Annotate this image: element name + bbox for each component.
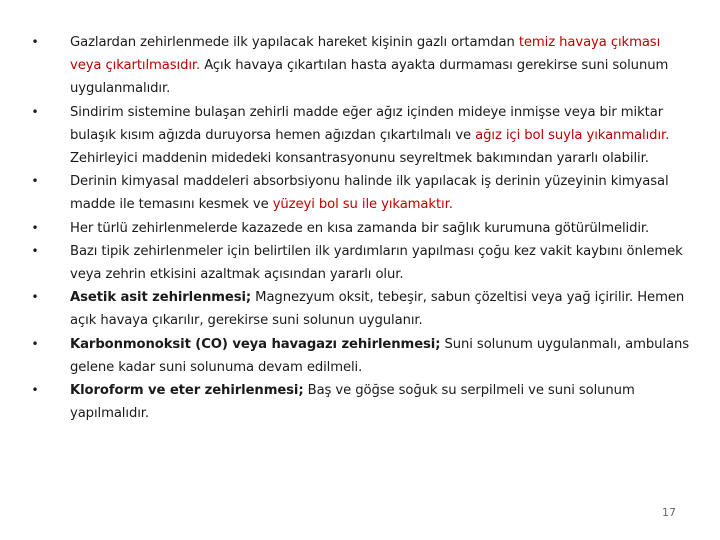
bullet-dot-icon: • <box>31 383 39 398</box>
bold-heading-text: Karbonmonoksit (CO) veya havagazı zehirlenmesi; <box>70 336 441 352</box>
bullet-dot-icon: • <box>31 220 39 235</box>
bullet-dot-icon: • <box>31 174 39 189</box>
body-text: Magnezyum oksit, tebeşir, sabun çözeltisi veya yağ içirilir. Hemen açık havaya çıkarılır, gerekirse suni solunun uygulanır. <box>70 290 685 329</box>
bullet-dot-icon: • <box>31 243 39 258</box>
body-text: Açık havaya çıkartılan hasta ayakta durmaması gerekirse suni solunum uygulanmalıdır. <box>70 58 669 97</box>
bullet-item <box>30 101 690 171</box>
body-text: Sindirim sistemine bulaşan zehirli madde eğer ağız içinden mideye inmişse veya bir miktar bulaşık kısım ağızda duruyorsa hemen ağızdan çıkartılmalı ve <box>70 104 664 143</box>
page-number: 17 <box>662 506 676 519</box>
body-text: Suni solunum uygulanmalı, ambulans gelene kadar suni solunuma devam edilmeli. <box>70 336 690 375</box>
bullet-item <box>30 217 690 240</box>
body-text: Zehirleyici maddenin midedeki konsantrasyonunu seyreltmek bakımından yararlı olabilir. <box>70 151 649 167</box>
body-text: Derinin kimyasal maddeleri absorbsiyonu halinde ilk yapılacak iş derinin yüzeyinin kimyasal madde ile temasını kesmek ve <box>70 174 669 213</box>
bullet-dot-icon: • <box>31 336 39 351</box>
bullet-list <box>30 31 690 425</box>
bold-heading-text: Kloroform ve eter zehirlenmesi; <box>70 383 304 399</box>
bullet-item <box>30 170 690 216</box>
body-text: Her türlü zehirlenmelerde kazazede en kısa zamanda bir sağlık kurumuna götürülmelidir. <box>70 220 650 236</box>
bullet-dot-icon: • <box>31 35 39 49</box>
body-text: Gazlardan zehirlenmede ilk yapılacak hareket kişinin gazlı ortamdan <box>70 35 519 50</box>
bullet-dot-icon: • <box>31 290 39 305</box>
bold-heading-text: Asetik asit zehirlenmesi; <box>70 290 252 306</box>
bullet-item <box>30 333 690 379</box>
bullet-dot-icon: • <box>31 104 39 119</box>
bullet-item <box>30 379 690 425</box>
highlighted-text: yüzeyi bol su ile yıkamaktır. <box>272 197 453 213</box>
highlighted-text: temiz havaya çıkması veya çıkartılmasıdır. <box>70 35 661 74</box>
body-text: Baş ve göğse soğuk su serpilmeli ve suni solunum yapılmalıdır. <box>70 383 635 422</box>
bullet-item <box>30 31 690 101</box>
bullet-item <box>30 286 690 332</box>
highlighted-text: ağız içi bol suyla yıkanmalıdır. <box>475 127 670 143</box>
body-text: Bazı tipik zehirlenmeler için belirtilen ilk yardımların yapılması çoğu kez vakit kaybını önlemek veya zehrin etkisini azaltmak açısından yararlı olur. <box>70 243 683 283</box>
bullet-item <box>30 240 690 286</box>
